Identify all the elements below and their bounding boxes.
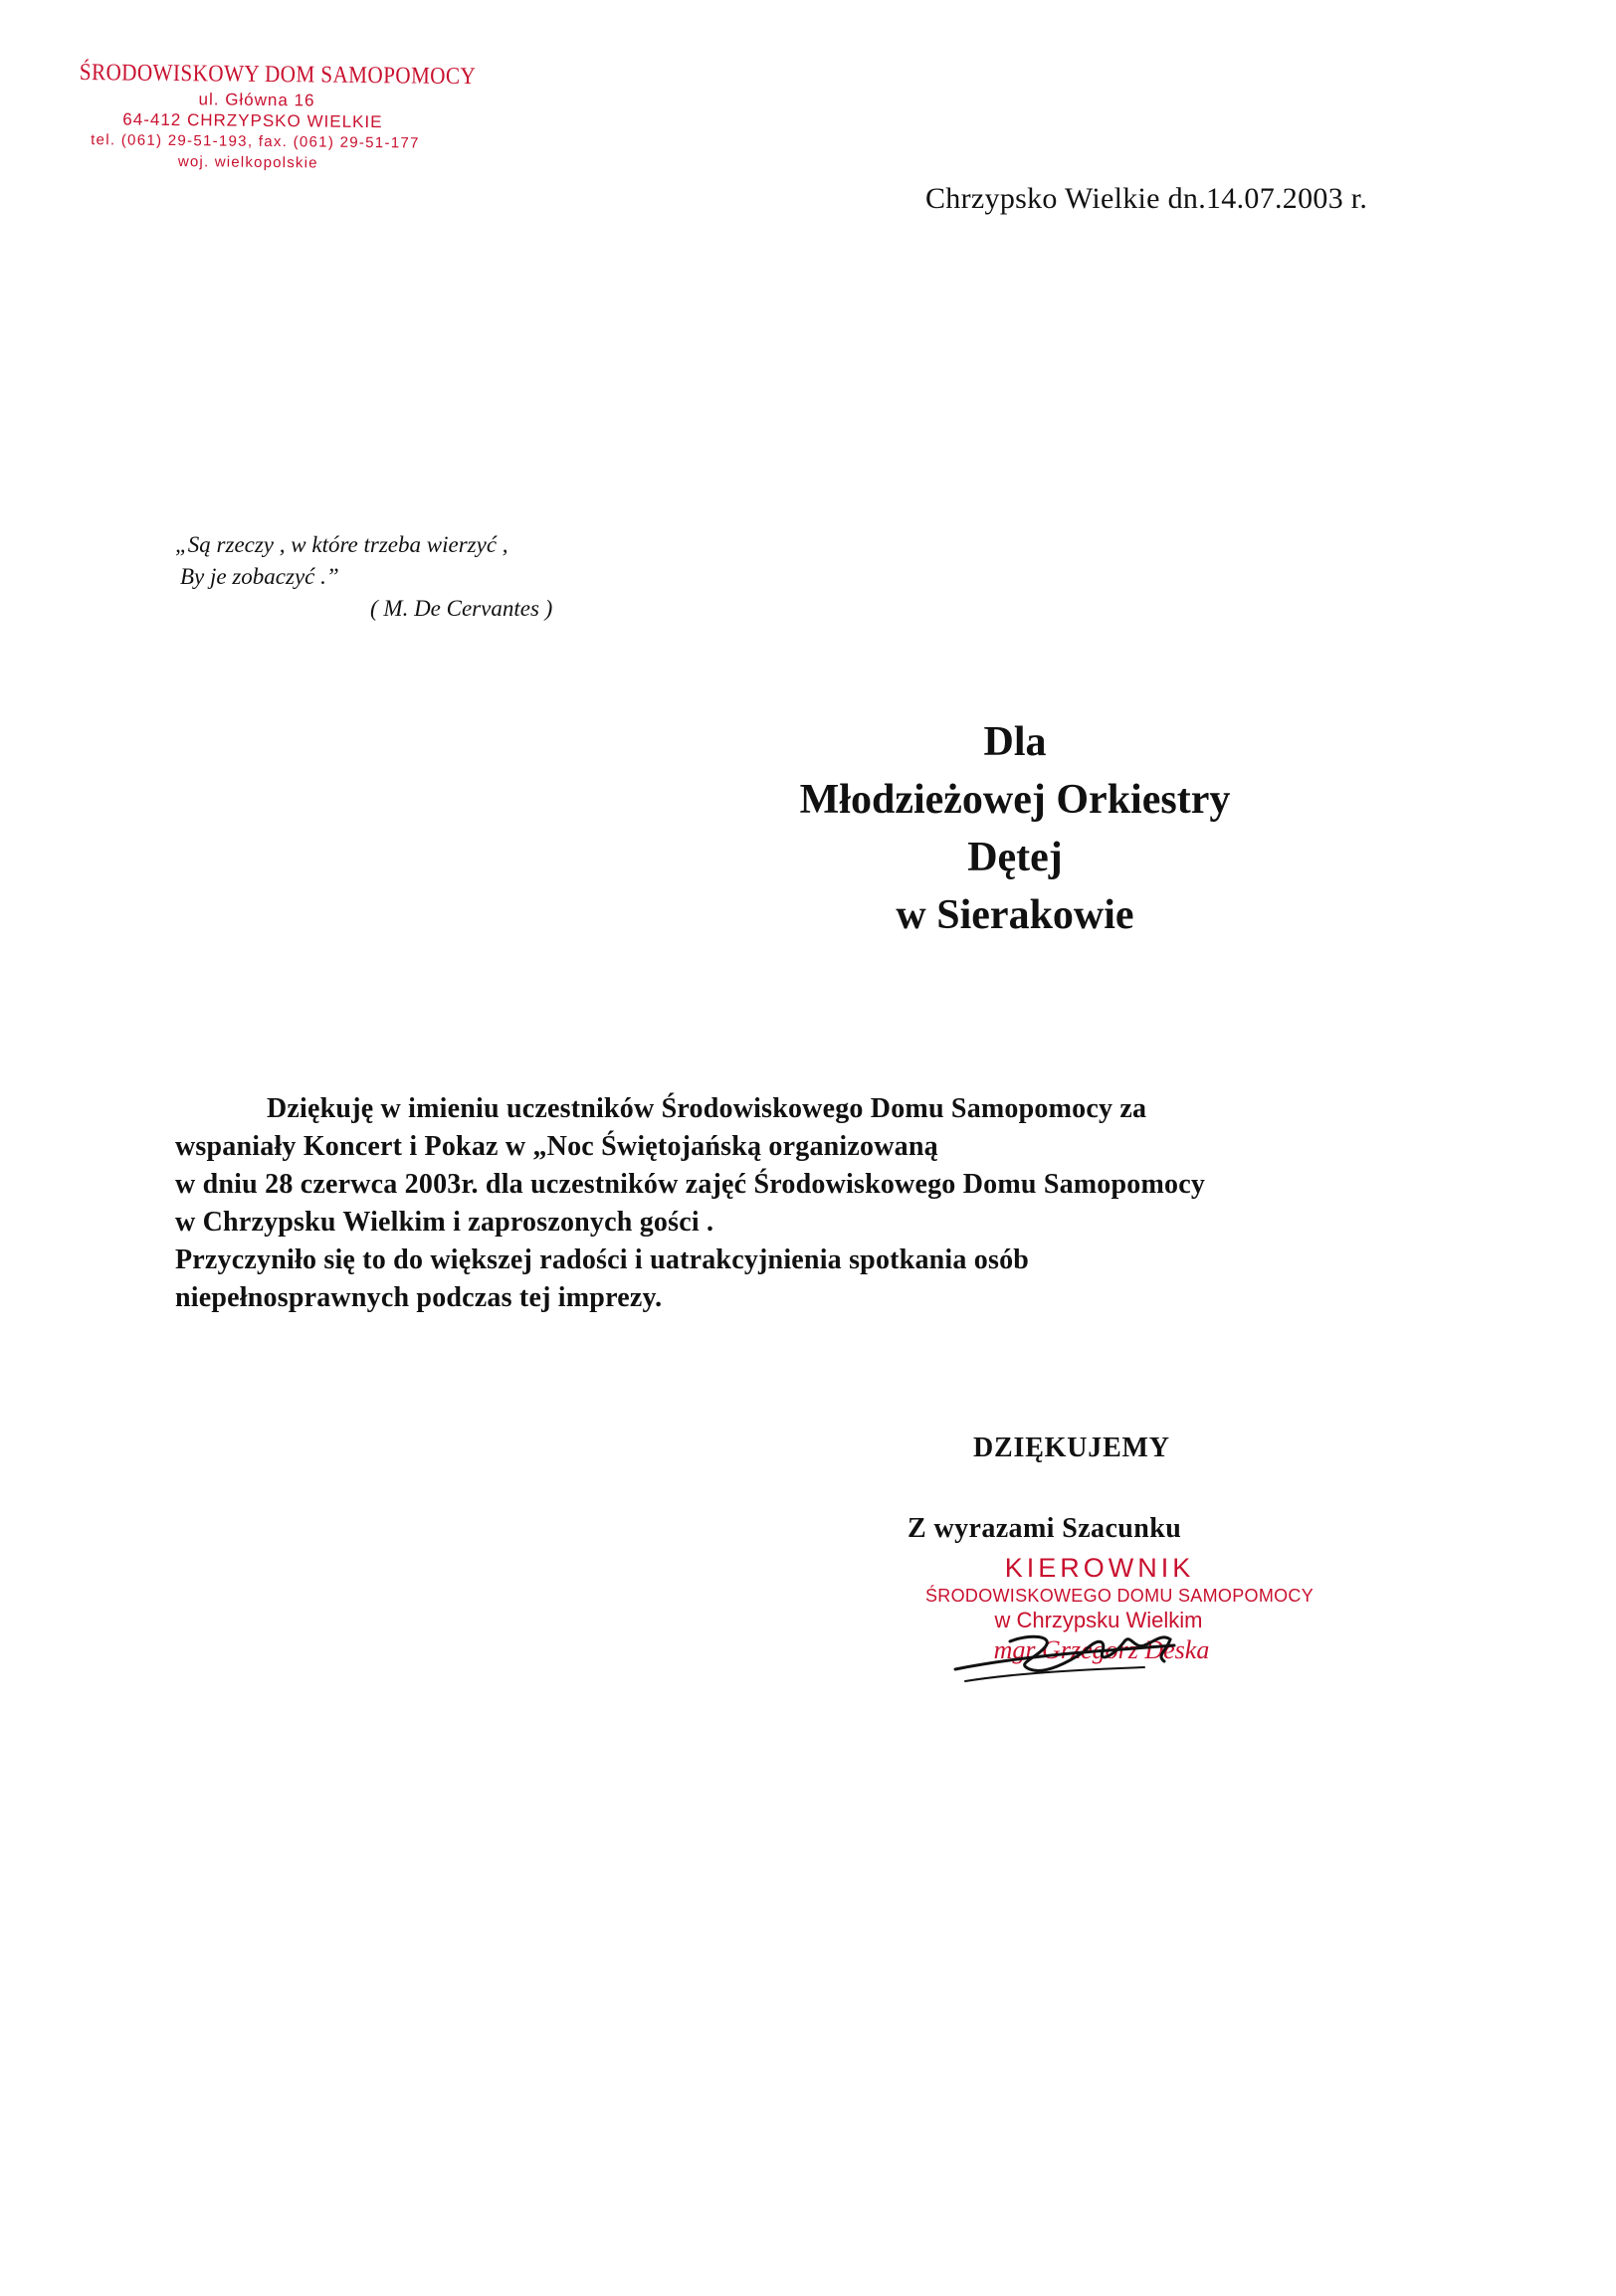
- motto-author: ( M. De Cervantes ): [370, 596, 553, 621]
- closing-regards: Z wyrazami Szacunku: [908, 1513, 1182, 1544]
- addressee-line-2: Młodzieżowej Orkiestry: [799, 777, 1231, 823]
- letterhead-phones: tel. (061) 29-51-193, fax. (061) 29-51-177: [91, 131, 420, 152]
- body-line-1: Dziękuję w imieniu uczestników Środowiskowego Domu Samopomocy za: [267, 1093, 1147, 1124]
- body-line-6: niepełnosprawnych podczas tej imprezy.: [175, 1282, 663, 1313]
- addressee-line-3: Dętej: [967, 835, 1063, 880]
- body-line-2: wspaniały Koncert i Pokaz w „Noc Świętojańską organizowaną: [175, 1131, 938, 1162]
- body-line-3: w dniu 28 czerwca 2003r. dla uczestników zajęć Środowiskowego Domu Samopomocy: [175, 1169, 1206, 1200]
- letter-date: Chrzypsko Wielkie dn.14.07.2003 r.: [925, 182, 1368, 215]
- addressee-block: [697, 713, 1333, 944]
- signature-stroke-4: [965, 1667, 1144, 1681]
- letterhead-street: ul. Główna 16: [198, 90, 315, 110]
- stamp-place: w Chrzypsku Wielkim: [994, 1608, 1203, 1632]
- stamp-title: KIEROWNIK: [1004, 1553, 1195, 1583]
- addressee-line-4: w Sierakowie: [896, 892, 1134, 938]
- closing-thanks: DZIĘKUJEMY: [973, 1433, 1170, 1463]
- signature-stroke-1: [955, 1645, 1174, 1669]
- letterhead-region: woj. wielkopolskie: [177, 153, 318, 172]
- letter-body: [175, 1090, 1409, 1317]
- stamp-name: mgr Grzegorz Deska: [993, 1635, 1210, 1664]
- motto-line-2: By je zobaczyć .”: [180, 564, 339, 589]
- body-line-4: w Chrzypsku Wielkim i zaproszonych gości .: [175, 1207, 714, 1238]
- motto-line-1: „Są rzeczy , w które trzeba wierzyć ,: [175, 532, 508, 557]
- letterhead-stamp: [79, 58, 478, 175]
- handwritten-signature: [935, 1612, 1204, 1701]
- motto-quote: [175, 529, 552, 625]
- body-line-5: Przyczyniło się to do większej radości i uatrakcyjnienia spotkania osób: [175, 1244, 1030, 1275]
- stamp-organization: ŚRODOWISKOWEGO DOMU SAMOPOMOCY: [925, 1586, 1314, 1606]
- addressee-line-1: Dla: [983, 719, 1047, 765]
- letterhead-organization-name: ŚRODOWISKOWY DOM SAMOPOMOCY: [79, 59, 477, 91]
- letterhead-city: 64-412 CHRZYPSKO WIELKIE: [122, 109, 383, 132]
